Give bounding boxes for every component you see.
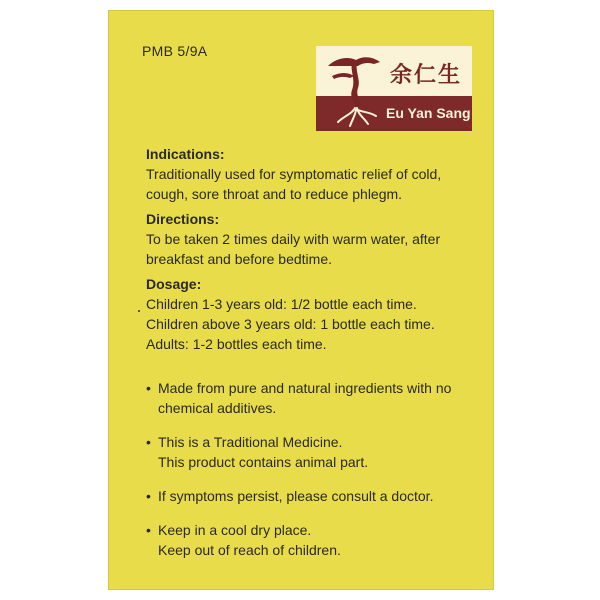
eu-yan-sang-logo [316,46,472,131]
notes-list [146,378,486,574]
print-speck [138,310,140,312]
list-item [146,520,486,560]
indications-line: cough, sore throat and to reduce phlegm. [146,186,403,202]
product-label-card [108,10,494,590]
list-item [146,432,486,472]
product-code: PMB 5/9A [142,43,208,59]
bullet-icon: • [146,380,151,396]
bullet-icon: • [146,522,151,538]
bullet-icon: • [146,488,151,504]
directions-section [146,209,486,269]
list-item-line: This product contains animal part. [158,454,369,470]
directions-heading: Directions: [146,211,220,227]
dosage-heading: Dosage: [146,276,202,292]
dosage-line: Children above 3 years old: 1 bottle each time. [146,316,435,332]
indications-line: Traditionally used for symptomatic relief of cold, [146,166,442,182]
list-item [146,486,486,506]
directions-line: breakfast and before bedtime. [146,251,333,267]
dosage-line: Children 1-3 years old: 1/2 bottle each time. [146,296,417,312]
directions-line: To be taken 2 times daily with warm water, after [146,231,441,247]
list-item [146,378,486,418]
dosage-line: Adults: 1-2 bottles each time. [146,336,327,352]
indications-heading: Indications: [146,146,225,162]
logo-chinese-text: 余仁生 [390,62,463,88]
bonsai-tree-icon [322,50,386,128]
list-item-line: chemical additives. [158,400,277,416]
logo-english-text: Eu Yan Sang [386,105,471,121]
indications-section [146,144,486,204]
list-item-line: Made from pure and natural ingredients with no [158,380,452,396]
list-item-line: This is a Traditional Medicine. [158,434,343,450]
list-item-line: Keep in a cool dry place. [158,522,312,538]
list-item-line: If symptoms persist, please consult a doctor. [158,488,434,504]
list-item-line: Keep out of reach of children. [158,542,341,558]
bullet-icon: • [146,434,151,450]
instructions-block [146,144,486,359]
dosage-section [146,274,486,354]
